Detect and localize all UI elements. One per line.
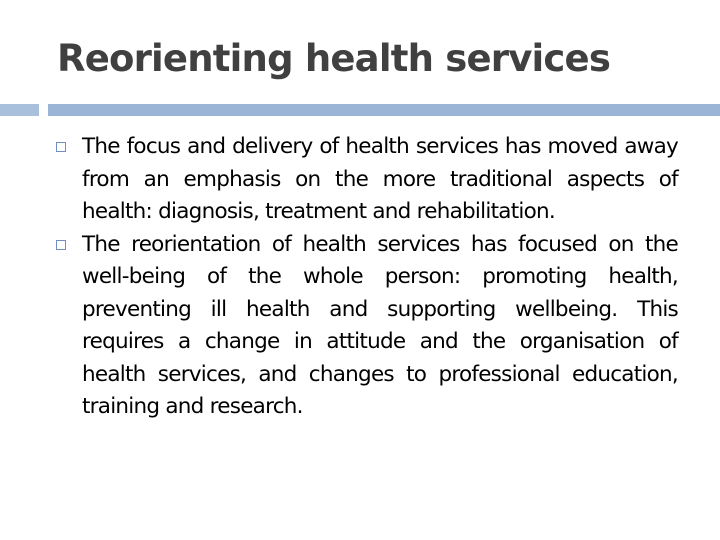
title-accent-bar (48, 104, 720, 116)
slide-title: Reorienting health services (57, 37, 611, 80)
bullet-text: The reorientation of health services has focused on the well-being of the whole person: promoting health, preventing ill health and supporting wellbeing. This requires a change in attitude and the organisation of health services, and changes to professional education, training and research. (82, 231, 678, 419)
title-accent-bar-left (0, 104, 39, 116)
square-bullet-icon (56, 240, 66, 250)
square-bullet-icon (56, 142, 66, 152)
bullet-item (56, 131, 678, 229)
bullet-text: The focus and delivery of health services has moved away from an emphasis on the more traditional aspects of health: diagnosis, treatment and rehabilitation. (82, 134, 678, 224)
bullet-item (56, 229, 678, 424)
bullet-list (56, 131, 678, 424)
